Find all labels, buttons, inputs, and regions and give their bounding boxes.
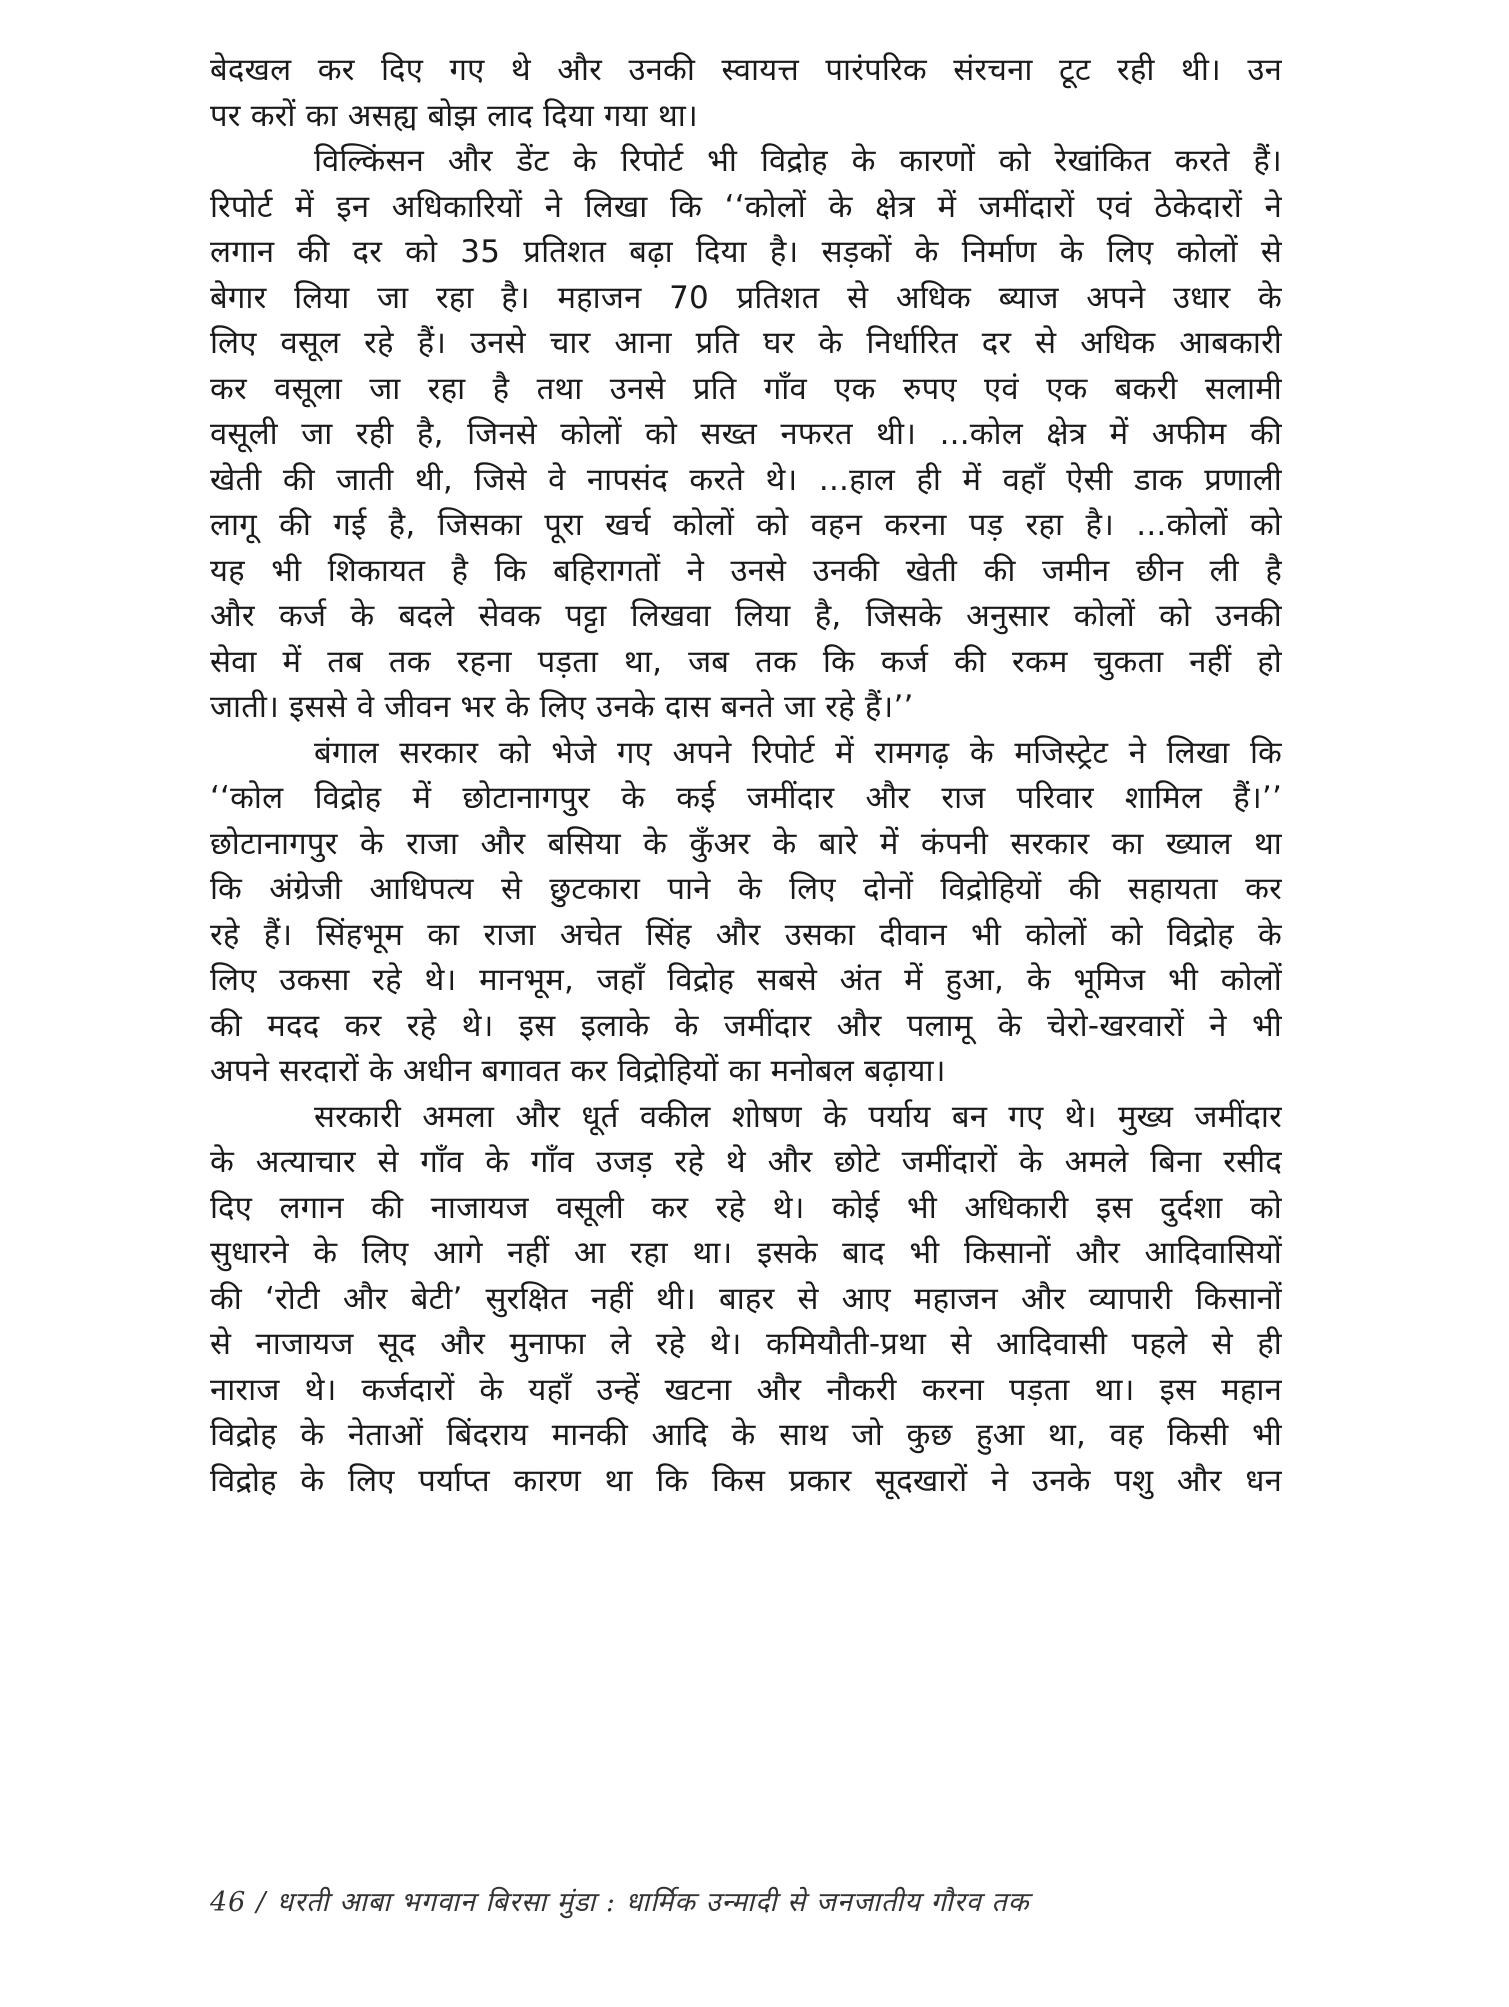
text-line: पर करों का असह्य बोझ लाद दिया गया था। <box>210 97 698 134</box>
text-line: सरकारी अमला और धूर्त वकील शोषण के पर्याय बन गए थे। मुख्य जमींदार <box>314 1098 1282 1135</box>
text-lines <box>210 48 1282 1504</box>
text-line: की मदद कर रहे थे। इस इलाके के जमींदार और पलामू के चेरो-खरवारों ने भी <box>210 1007 1282 1044</box>
book-title: धरती आबा भगवान बिरसा मुंडा : धार्मिक उन्मादी से जनजातीय गौरव तक <box>276 1887 1030 1918</box>
text-line: कि अंग्रेजी आधिपत्य से छुटकारा पाने के लिए दोनों विद्रोहियों की सहायता कर <box>210 871 1282 907</box>
text-line: विद्रोह के लिए पर्याप्त कारण था कि किस प्रकार सूदखारों ने उनके पशु और धन <box>210 1462 1282 1499</box>
text-line: यह भी शिकायत है कि बहिरागतों ने उनसे उनकी खेती की जमीन छीन ली है <box>210 552 1282 589</box>
text-line: नाराज थे। कर्जदारों के यहाँ उन्हें खटना और नौकरी करना पड़ता था। इस महान <box>210 1371 1282 1408</box>
text-line: बेदखल कर दिए गए थे और उनकी स्वायत्त पारंपरिक संरचना टूट रही थी। उन <box>210 52 1282 88</box>
page-body <box>210 48 1282 1504</box>
text-line: दिए लगान की नाजायज वसूली कर रहे थे। कोई भी अधिकारी इस दुर्दशा को <box>210 1189 1282 1226</box>
text-line: जाती। इससे वे जीवन भर के लिए उनके दास बनते जा रहे हैं।’’ <box>210 689 914 725</box>
text-line: सुधारने के लिए आगे नहीं आ रहा था। इसके बाद भी किसानों और आदिवासियों <box>210 1235 1282 1271</box>
text-line: छोटानागपुर के राजा और बसिया के कुँअर के बारे में कंपनी सरकार का ख्याल था <box>210 825 1282 862</box>
text-line: वसूली जा रही है, जिनसे कोलों को सख्त नफरत थी। ...कोल क्षेत्र में अफीम की <box>210 416 1282 452</box>
text-line: विल्किंसन और डेंट के रिपोर्ट भी विद्रोह के कारणों को रेखांकित करते हैं। <box>314 143 1282 179</box>
text-line: खेती की जाती थी, जिसे वे नापसंद करते थे। ...हाल ही में वहाँ ऐसी डाक प्रणाली <box>210 461 1282 498</box>
text-line: रहे हैं। सिंहभूम का राजा अचेत सिंह और उसका दीवान भी कोलों को विद्रोह के <box>210 916 1282 953</box>
text-line: बंगाल सरकार को भेजे गए अपने रिपोर्ट में रामगढ़ के मजिस्ट्रेट ने लिखा कि <box>314 734 1282 771</box>
text-line: कर वसूला जा रहा है तथा उनसे प्रति गाँव एक रुपए एवं एक बकरी सलामी <box>210 370 1282 407</box>
text-line: सेवा में तब तक रहना पड़ता था, जब तक कि कर्ज की रकम चुकता नहीं हो <box>210 643 1282 680</box>
text-line: लिए वसूल रहे हैं। उनसे चार आना प्रति घर के निर्धारित दर से अधिक आबकारी <box>210 325 1282 361</box>
text-line: की ‘रोटी और बेटी’ सुरक्षित नहीं थी। बाहर से आए महाजन और व्यापारी किसानों <box>210 1280 1282 1317</box>
footer-separator: / <box>256 1887 267 1918</box>
text-line: रिपोर्ट में इन अधिकारियों ने लिखा कि ‘‘कोलों के क्षेत्र में जमींदारों एवं ठेकेदारों ने <box>210 188 1282 225</box>
page-number: 46 <box>210 1887 247 1918</box>
text-line: लागू की गई है, जिसका पूरा खर्च कोलों को वहन करना पड़ रहा है। ...कोलों को <box>210 507 1282 543</box>
text-line: बेगार लिया जा रहा है। महाजन 70 प्रतिशत से अधिक ब्याज अपने उधार के <box>210 279 1282 316</box>
text-line: और कर्ज के बदले सेवक पट्टा लिखवा लिया है, जिसके अनुसार कोलों को उनकी <box>210 598 1282 634</box>
text-line: ‘‘कोल विद्रोह में छोटानागपुर के कई जमींदार और राज परिवार शामिल हैं।’’ <box>210 780 1282 816</box>
page-footer <box>210 1882 1282 1919</box>
text-line: के अत्याचार से गाँव के गाँव उजड़ रहे थे और छोटे जमींदारों के अमले बिना रसीद <box>210 1144 1282 1180</box>
text-line: अपने सरदारों के अधीन बगावत कर विद्रोहियों का मनोबल बढ़ाया। <box>210 1053 946 1089</box>
text-line: लगान की दर को 35 प्रतिशत बढ़ा दिया है। सड़कों के निर्माण के लिए कोलों से <box>210 234 1282 270</box>
text-line: से नाजायज सूद और मुनाफा ले रहे थे। कमियौती-प्रथा से आदिवासी पहले से ही <box>210 1326 1282 1362</box>
text-line: लिए उकसा रहे थे। मानभूम, जहाँ विद्रोह सबसे अंत में हुआ, के भूमिज भी कोलों <box>210 962 1282 998</box>
text-line: विद्रोह के नेताओं बिंदराय मानकी आदि के साथ जो कुछ हुआ था, वह किसी भी <box>210 1417 1282 1453</box>
